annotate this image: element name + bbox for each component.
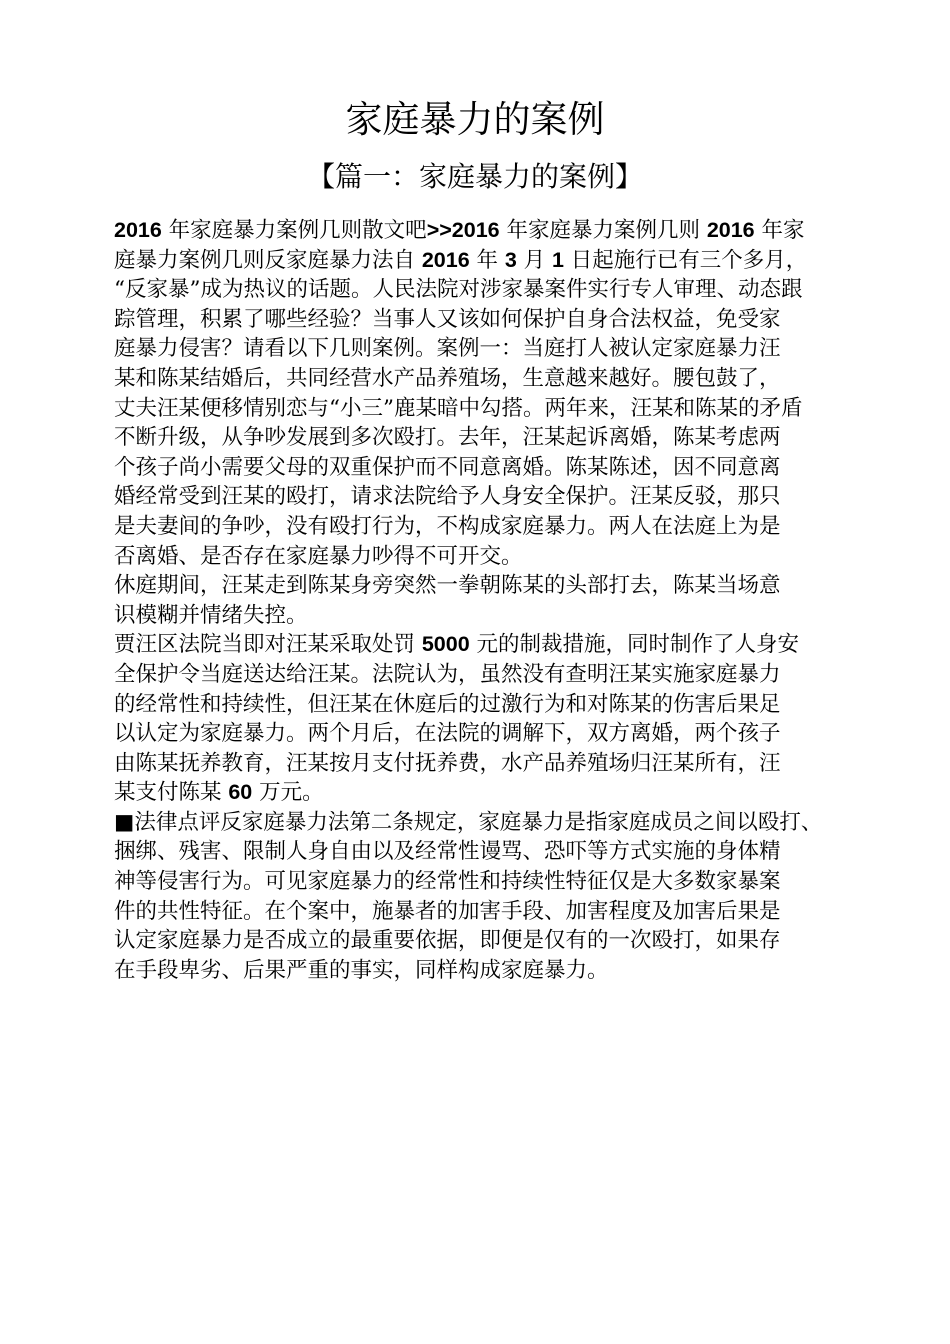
text-line: 2016 年家庭暴力案例几则散文吧>>2016 年家庭暴力案例几则 2016 年家	[114, 218, 805, 243]
text-line: 在手段卑劣、后果严重的事实，同样构成家庭暴力。	[114, 957, 609, 983]
section-heading: 【篇一：家庭暴力的案例】	[306, 160, 643, 193]
text-line: ■法律点评反家庭暴力法第二条规定，家庭暴力是指家庭成员之间以殴打、	[114, 809, 823, 835]
text-line: 某和陈某结婚后，共同经营水产品养殖场，生意越来越好。腰包鼓了，	[114, 365, 781, 391]
text-line: 庭暴力侵害？请看以下几则案例。案例一：当庭打人被认定家庭暴力汪	[114, 336, 781, 362]
text-line: 休庭期间，汪某走到陈某身旁突然一拳朝陈某的头部打去，陈某当场意	[114, 573, 781, 599]
text-line: 的经常性和持续性，但汪某在休庭后的过激行为和对陈某的伤害后果足	[114, 691, 781, 717]
text-line: 丈夫汪某便移情别恋与“小三”鹿某暗中勾搭。两年来，汪某和陈某的矛盾	[114, 395, 803, 421]
text-line: 识模糊并情绪失控。	[114, 602, 308, 628]
text-line: 贾汪区法院当即对汪某采取处罚 5000 元的制裁措施，同时制作了人身安	[114, 632, 800, 658]
text-line: 神等侵害行为。可见家庭暴力的经常性和持续性特征仅是大多数家暴案	[114, 869, 781, 895]
text-line: 踪管理，积累了哪些经验？当事人又该如何保护自身合法权益，免受家	[114, 306, 781, 332]
text-line: 以认定为家庭暴力。两个月后，在法院的调解下，双方离婚，两个孩子	[114, 721, 781, 747]
text-line: 由陈某抚养教育，汪某按月支付抚养费，水产品养殖场归汪某所有，汪	[114, 750, 781, 776]
text-line: 婚经常受到汪某的殴打，请求法院给予人身安全保护。汪某反驳，那只	[114, 484, 781, 510]
text-line: 件的共性特征。在个案中，施暴者的加害手段、加害程度及加害后果是	[114, 898, 781, 924]
text-line: 是夫妻间的争吵，没有殴打行为，不构成家庭暴力。两人在法庭上为是	[114, 513, 781, 539]
text-line: 否离婚、是否存在家庭暴力吵得不可开交。	[114, 543, 523, 569]
page-title: 家庭暴力的案例	[345, 98, 605, 141]
text-line: 某支付陈某 60 万元。	[114, 780, 324, 806]
article-body	[114, 216, 874, 985]
text-line: 不断升级，从争吵发展到多次殴打。去年，汪某起诉离婚，陈某考虑两	[114, 425, 781, 451]
text-line: 个孩子尚小需要父母的双重保护而不同意离婚。陈某陈述，因不同意离	[114, 454, 781, 480]
text-line: 全保护令当庭送达给汪某。法院认为，虽然没有查明汪某实施家庭暴力	[114, 661, 781, 687]
text-line: 捆绑、残害、限制人身自由以及经常性谩骂、恐吓等方式实施的身体精	[114, 839, 781, 865]
text-line: 认定家庭暴力是否成立的最重要依据，即便是仅有的一次殴打，如果存	[114, 928, 781, 954]
text-line: “反家暴”成为热议的话题。人民法院对涉家暴案件实行专人审理、动态跟	[114, 277, 803, 303]
text-line: 庭暴力案例几则反家庭暴力法自 2016 年 3 月 1 日起施行已有三个多月，	[114, 247, 808, 273]
